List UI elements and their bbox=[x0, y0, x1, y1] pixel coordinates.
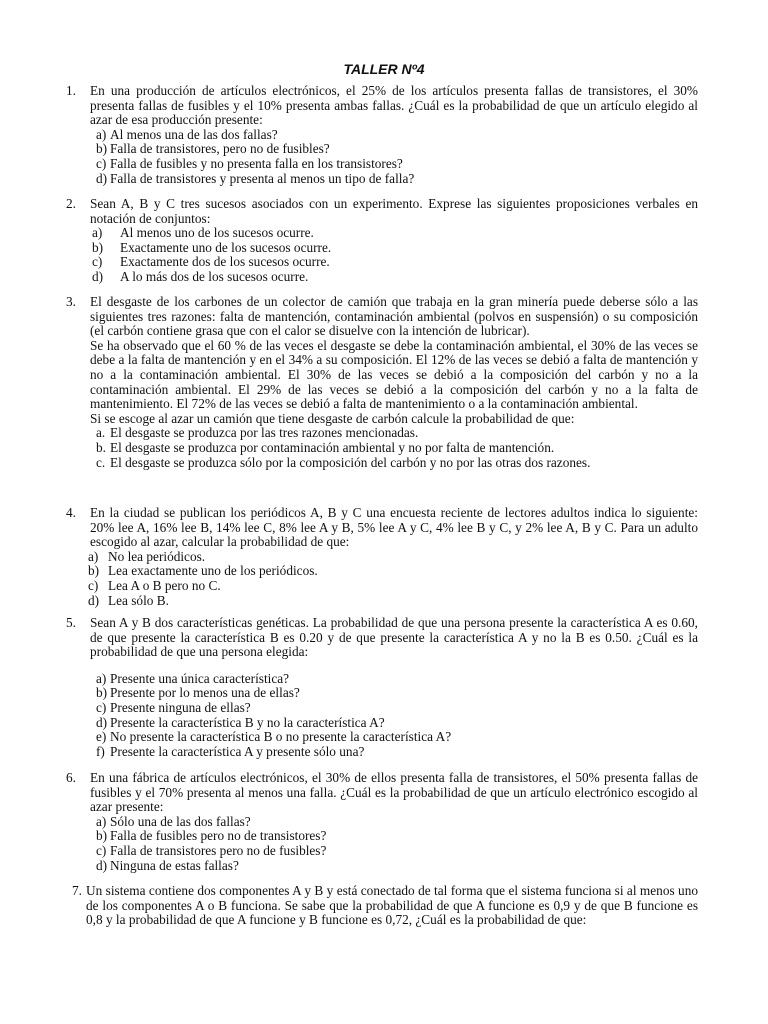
option-list bbox=[90, 426, 698, 470]
question-text: En la ciudad se publican los periódicos A, B y C una encuesta reciente de lectores adultos indica lo siguiente: 20% lee A, 16% lee B, 14% lee C, 8% lee A y B, 5% lee A y C, 4% lee B y C, y 2% lee A, B y C. Para un adulto escogido al azar, calcular la probabilidad de que: bbox=[90, 505, 698, 550]
question-number: 3. bbox=[66, 294, 76, 309]
question-7 bbox=[72, 884, 698, 928]
question-number: 2. bbox=[66, 196, 76, 211]
question-number: 1. bbox=[66, 83, 76, 98]
list-item: a) Al menos una de las dos fallas? bbox=[96, 126, 278, 142]
list-item: b. El desgaste se produzca por contaminación ambiental y no por falta de mantención. bbox=[96, 439, 555, 455]
list-item: b) Falla de fusibles pero no de transistores? bbox=[96, 828, 327, 844]
question-4 bbox=[66, 506, 698, 608]
list-item: d) Lea sólo B. bbox=[88, 592, 169, 608]
question-text: Si se escoge al azar un camión que tiene desgaste de carbón calcule la probabilidad de que: bbox=[90, 410, 575, 426]
question-text: El desgaste de los carbones de un colector de camión que trabaja en la gran minería puede deberse sólo a las siguientes tres razones: falta de mantención, contaminación ambiental (polvos en suspensión) o su composición (el carbón contiene grasa que con el calor se disuelve con la intención de lubricar). bbox=[90, 294, 698, 339]
question-number: 6. bbox=[66, 770, 76, 785]
option-list bbox=[90, 672, 698, 760]
question-number: 7. bbox=[72, 883, 82, 898]
list-item: c) Falla de transistores pero no de fusibles? bbox=[96, 842, 327, 858]
list-item: d) Ninguna de estas fallas? bbox=[96, 857, 239, 873]
question-text: Sean A y B dos características genéticas. La probabilidad de que una persona presente la característica A es 0.60, de que presente la característica B es 0.20 y de que presente la característica A y no la B es 0.50. ¿Cuál es la probabilidad de que una persona elegida: bbox=[90, 615, 698, 660]
list-item: a) Al menos uno de los sucesos ocurre. bbox=[92, 225, 314, 241]
question-5 bbox=[66, 616, 698, 759]
list-item: d) Presente la característica B y no la característica A? bbox=[96, 714, 385, 730]
question-text: Un sistema contiene dos componentes A y B y está conectado de tal forma que el sistema funciona si al menos uno de los componentes A o B funciona. Se sabe que la probabilidad de que A funcione es 0,9 y de que B funcione es 0,8 y la probabilidad de que A funcione y B funcione es 0,72, ¿Cuál es la probabilidad de que: bbox=[86, 883, 698, 928]
page-title: TALLER Nº4 bbox=[343, 61, 425, 77]
list-item: c) Exactamente dos de los sucesos ocurre. bbox=[92, 254, 330, 270]
list-item: c) Presente ninguna de ellas? bbox=[96, 699, 251, 715]
question-6 bbox=[66, 771, 698, 873]
question-text: En una producción de artículos electrónicos, el 25% de los artículos presenta fallas de transistores, el 30% presenta fallas de fusibles y el 10% presenta ambas fallas. ¿Cuál es la probabilidad de que un artículo elegido al azar de esa producción presente: bbox=[90, 83, 698, 128]
list-item: b) Falla de transistores, pero no de fusibles? bbox=[96, 141, 330, 157]
option-list bbox=[90, 226, 698, 284]
question-number: 5. bbox=[66, 615, 76, 630]
list-item: b) Exactamente uno de los sucesos ocurre. bbox=[92, 239, 332, 255]
question-2 bbox=[66, 197, 698, 285]
option-list bbox=[90, 128, 698, 186]
option-list bbox=[90, 815, 698, 873]
list-item: b) Lea exactamente uno de los periódicos. bbox=[88, 563, 318, 579]
list-item: a) Sólo una de las dos fallas? bbox=[96, 813, 251, 829]
question-text: Sean A, B y C tres sucesos asociados con un experimento. Exprese las siguientes proposiciones verbales en notación de conjuntos: bbox=[90, 196, 698, 226]
list-item: d) A lo más dos de los sucesos ocurre. bbox=[92, 268, 309, 284]
list-item: a. El desgaste se produzca por las tres razones mencionadas. bbox=[96, 425, 419, 441]
list-item: a) Presente una única característica? bbox=[96, 670, 290, 686]
question-3 bbox=[66, 295, 698, 470]
list-item: c) Falla de fusibles y no presenta falla en los transistores? bbox=[96, 155, 403, 171]
question-text: En una fábrica de artículos electrónicos, el 30% de ellos presenta falla de transistores, el 50% presenta fallas de fusibles y el 70% presenta al menos una falla. ¿Cuál es la probabilidad de que un artículo electrónico escogido al azar presente: bbox=[90, 770, 698, 815]
list-item: c. El desgaste se produzca sólo por la composición del carbón y no por las otras dos razones. bbox=[96, 454, 591, 470]
list-item: b) Presente por lo menos una de ellas? bbox=[96, 685, 300, 701]
question-text: Se ha observado que el 60 % de las veces el desgaste se debe la contaminación ambiental, el 30% de las veces se debe a la falta de mantención y en el 34% a su composición. El 12% de las veces se debió a falta de mantención y no a la contaminación ambiental. El 30% de las veces se debió a la composición del carbón y no a la contaminación ambiental. El 29% de las veces se debió a la composición del carbón y no a la falta de mantenimiento. El 72% de las veces se debió a falta de mantenimiento o a la contaminación ambiental. bbox=[90, 337, 698, 412]
list-item: a) No lea periódicos. bbox=[88, 548, 206, 564]
list-item: d) Falla de transistores y presenta al menos un tipo de falla? bbox=[96, 170, 415, 186]
option-list bbox=[90, 550, 698, 608]
list-item: e) No presente la característica B o no presente la característica A? bbox=[96, 729, 452, 745]
question-number: 4. bbox=[66, 505, 76, 520]
question-1 bbox=[66, 84, 698, 186]
list-item: c) Lea A o B pero no C. bbox=[88, 577, 221, 593]
list-item: f) Presente la característica A y presente sólo una? bbox=[96, 743, 365, 759]
